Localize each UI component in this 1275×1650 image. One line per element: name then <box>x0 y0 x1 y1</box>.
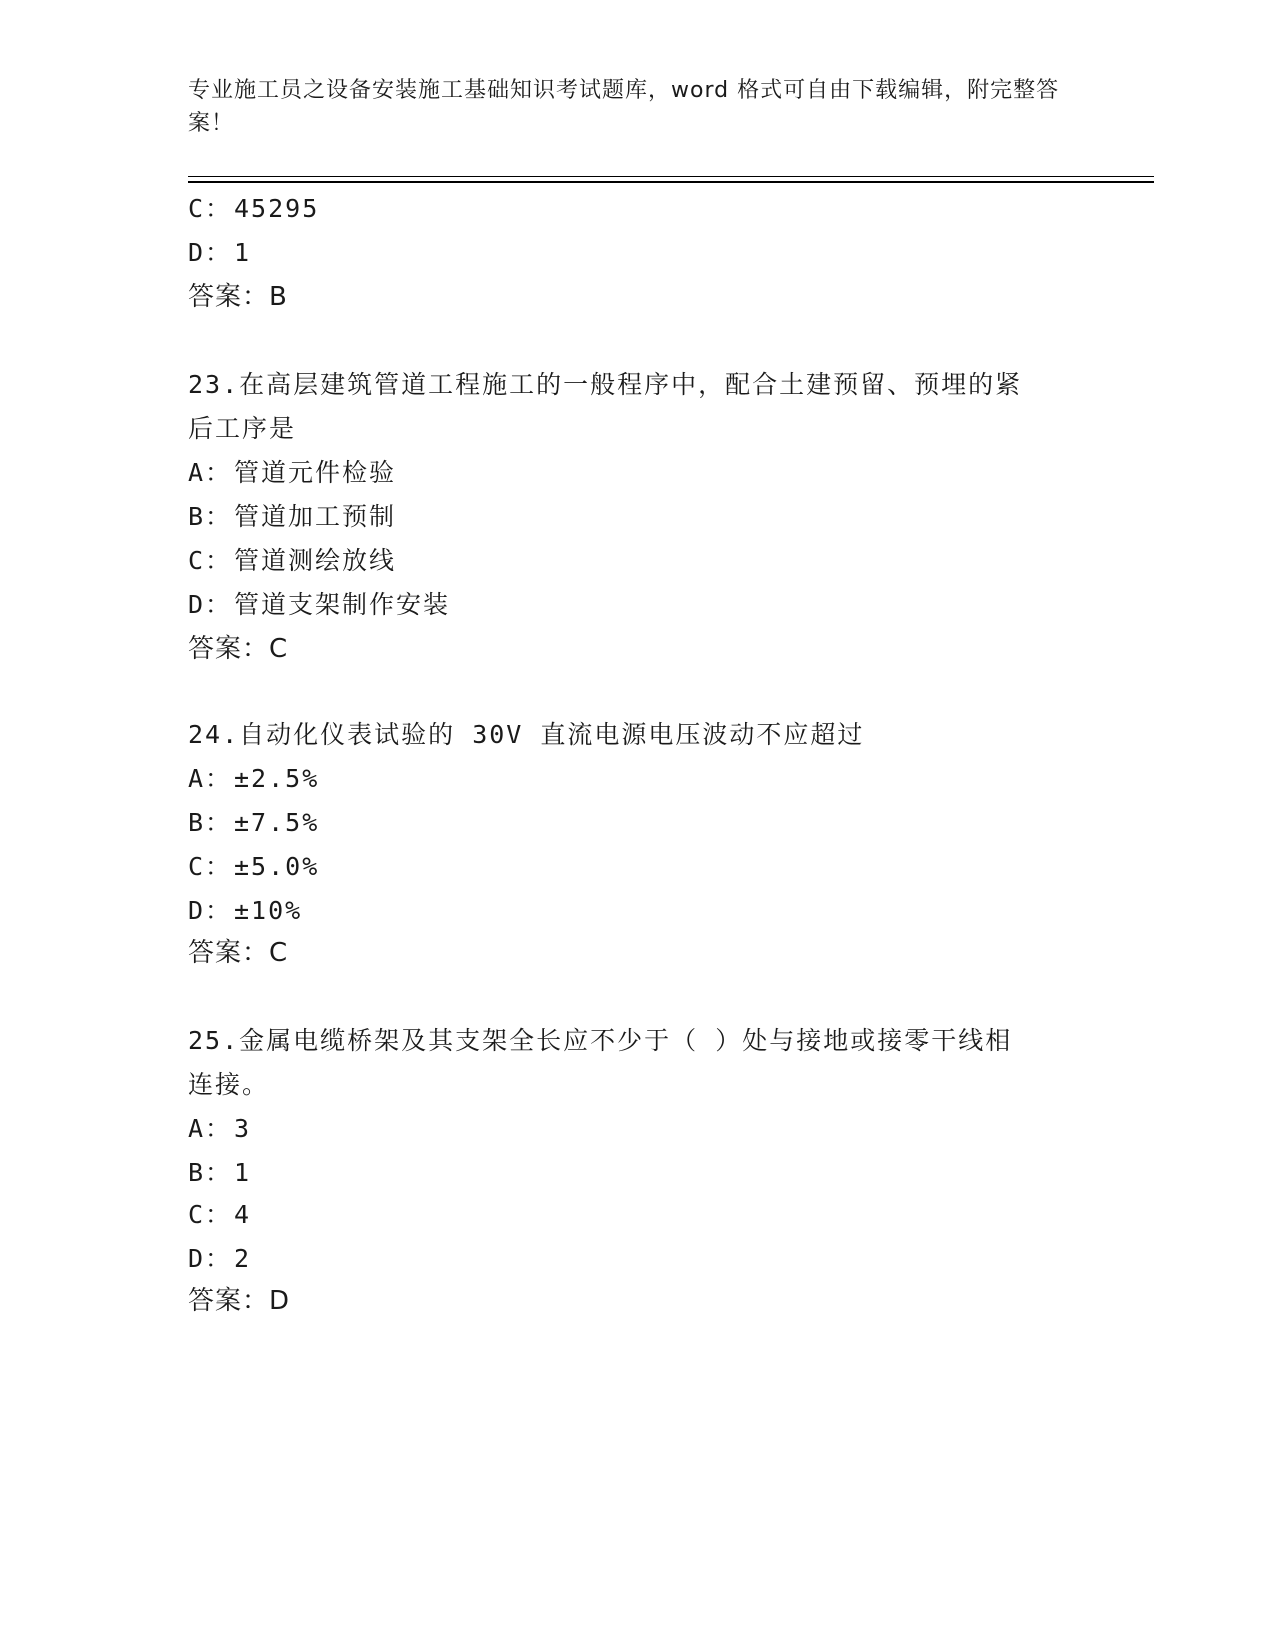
option-letter: C： <box>188 194 233 223</box>
option-c <box>188 1192 251 1238</box>
option-text: 2 <box>234 1244 252 1273</box>
option-d <box>188 582 450 628</box>
option-text: 45295 <box>234 194 320 223</box>
answer-line: 答案：C <box>188 938 289 968</box>
answer-line: 答案：B <box>188 282 288 312</box>
question-stem-continued: 后工序是 <box>188 414 297 443</box>
option-text: 管道加工预制 <box>234 502 397 531</box>
option-text: 4 <box>234 1200 252 1229</box>
option-letter: D： <box>188 590 233 619</box>
option-text: 1 <box>234 1158 252 1187</box>
option-letter: A： <box>188 1114 233 1143</box>
option-text: 3 <box>234 1114 252 1143</box>
question-stem: 25.金属电缆桥架及其支架全长应不少于（ ）处与接地或接零干线相 <box>188 1026 1013 1055</box>
option-a <box>188 450 396 496</box>
option-text: ±5.0% <box>234 852 320 881</box>
option-letter: C： <box>188 546 233 575</box>
option-a <box>188 756 319 802</box>
option-letter: D： <box>188 238 233 267</box>
option-letter: C： <box>188 1200 233 1229</box>
option-letter: C： <box>188 852 233 881</box>
option-letter: B： <box>188 808 233 837</box>
option-text: 管道测绘放线 <box>234 546 397 575</box>
option-c <box>188 538 396 584</box>
option-b <box>188 494 396 540</box>
header-rule-thin <box>188 176 1154 177</box>
option-text: ±2.5% <box>234 764 320 793</box>
option-letter: A： <box>188 458 233 487</box>
option-a <box>188 1106 251 1152</box>
option-text: 1 <box>234 238 252 267</box>
option-d <box>188 888 302 934</box>
question-stem: 24.自动化仪表试验的 30V 直流电源电压波动不应超过 <box>188 720 865 749</box>
option-b <box>188 1150 251 1196</box>
question-stem-continued: 连接。 <box>188 1070 270 1099</box>
option-b <box>188 800 319 846</box>
option-text: ±7.5% <box>234 808 320 837</box>
option-c <box>188 844 319 890</box>
question-stem: 23.在高层建筑管道工程施工的一般程序中，配合土建预留、预埋的紧 <box>188 370 1023 399</box>
option-letter: A： <box>188 764 233 793</box>
option-letter: B： <box>188 502 233 531</box>
option-text: 管道支架制作安装 <box>234 590 451 619</box>
page-header: 专业施工员之设备安装施工基础知识考试题库，word 格式可自由下载编辑，附完整答案！ <box>188 78 1060 136</box>
option-letter: D： <box>188 896 233 925</box>
option-d <box>188 230 251 276</box>
option-letter: B： <box>188 1158 233 1187</box>
option-text: 管道元件检验 <box>234 458 397 487</box>
option-text: ±10% <box>234 896 303 925</box>
answer-line: 答案：C <box>188 634 289 664</box>
answer-line: 答案：D <box>188 1286 291 1316</box>
option-c <box>188 186 319 232</box>
option-d <box>188 1236 251 1282</box>
option-letter: D： <box>188 1244 233 1273</box>
header-rule-thick <box>188 181 1154 183</box>
